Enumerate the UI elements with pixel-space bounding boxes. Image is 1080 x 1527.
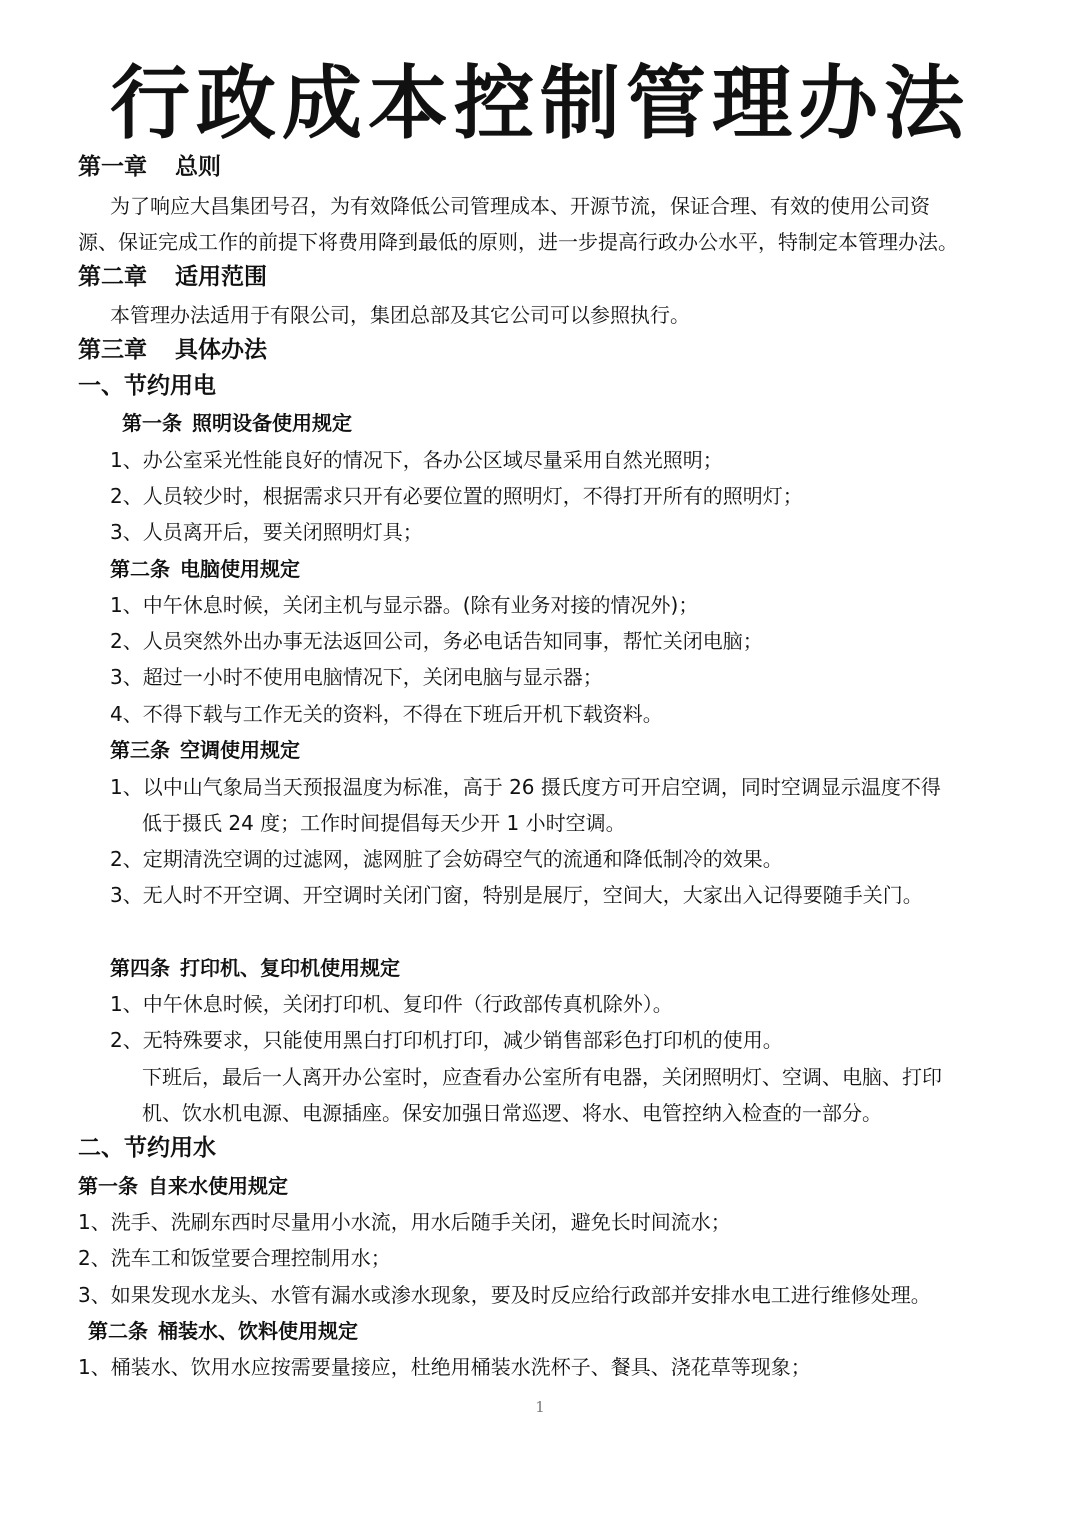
- article-name: 桶装水、饮料使用规定: [158, 1319, 358, 1343]
- chapter-1-name: 总则: [175, 154, 221, 180]
- article-number: 第一条: [78, 1174, 138, 1198]
- list-item: 4、不得下载与工作无关的资料，不得在下班后开机下载资料。: [110, 702, 663, 726]
- article-number: 第二条: [88, 1319, 148, 1343]
- article-name: 打印机、复印机使用规定: [180, 956, 400, 980]
- chapter-3-name: 具体办法: [175, 337, 267, 363]
- article-number: 第一条: [122, 411, 182, 435]
- section-1-heading: 一、节约用电: [78, 373, 216, 399]
- article-name: 照明设备使用规定: [192, 411, 352, 435]
- chapter-1-number: 第一章: [78, 154, 147, 180]
- section-2-article-1-heading: [78, 1171, 288, 1201]
- list-item: 1、办公室采光性能良好的情况下，各办公区域尽量采用自然光照明；: [110, 448, 723, 472]
- list-item-continuation: 低于摄氏 24 度；工作时间提倡每天少开 1 小时空调。: [142, 811, 626, 835]
- chapter-2-number: 第二章: [78, 264, 147, 290]
- list-item: 2、定期清洗空调的过滤网，滤网脏了会妨碍空气的流通和降低制冷的效果。: [110, 847, 783, 871]
- article-name: 自来水使用规定: [148, 1174, 288, 1198]
- section-1-article-4-heading: [110, 953, 400, 983]
- page-number: 1: [535, 1398, 545, 1416]
- section-2-heading: 二、节约用水: [78, 1135, 216, 1161]
- chapter-1-paragraph-line-2: 源、保证完成工作的前提下将费用降到最低的原则，进一步提高行政办公水平，特制定本管理办法。: [78, 230, 958, 254]
- list-item: 1、桶装水、饮用水应按需要量接应，杜绝用桶装水洗杯子、餐具、浇花草等现象；: [78, 1355, 811, 1379]
- chapter-1-paragraph-line-1: 为了响应大昌集团号召，为有效降低公司管理成本、开源节流，保证合理、有效的使用公司资: [110, 194, 930, 218]
- list-item-continuation: 下班后，最后一人离开办公室时，应查看办公室所有电器，关闭照明灯、空调、电脑、打印: [142, 1065, 942, 1089]
- list-item: 1、中午休息时候，关闭打印机、复印件（行政部传真机除外）。: [110, 992, 673, 1016]
- list-item: 3、人员离开后，要关闭照明灯具；: [110, 520, 423, 544]
- list-item: 2、人员突然外出办事无法返回公司，务必电话告知同事，帮忙关闭电脑；: [110, 629, 763, 653]
- list-item: 2、洗车工和饭堂要合理控制用水；: [78, 1246, 391, 1270]
- list-item: 2、人员较少时，根据需求只开有必要位置的照明灯，不得打开所有的照明灯；: [110, 484, 803, 508]
- list-item: 2、无特殊要求，只能使用黑白打印机打印，减少销售部彩色打印机的使用。: [110, 1028, 783, 1052]
- list-item-continuation: 机、饮水机电源、电源插座。保安加强日常巡逻、将水、电管控纳入检查的一部分。: [142, 1101, 882, 1125]
- article-name: 空调使用规定: [180, 738, 300, 762]
- list-item: 3、如果发现水龙头、水管有漏水或渗水现象，要及时反应给行政部并安排水电工进行维修处理。: [78, 1283, 931, 1307]
- chapter-2-paragraph: 本管理办法适用于有限公司，集团总部及其它公司可以参照执行。: [110, 303, 690, 327]
- list-item: 1、以中山气象局当天预报温度为标准，高于 26 摄氏度方可开启空调，同时空调显示温度不得: [110, 775, 941, 799]
- article-number: 第四条: [110, 956, 170, 980]
- chapter-2-heading: [78, 262, 267, 292]
- list-item: 3、超过一小时不使用电脑情况下，关闭电脑与显示器；: [110, 665, 603, 689]
- list-item: 1、中午休息时候，关闭主机与显示器。(除有业务对接的情况外)；: [110, 593, 699, 617]
- section-1-article-3-heading: [110, 735, 300, 765]
- article-name: 电脑使用规定: [180, 557, 300, 581]
- chapter-3-heading: [78, 335, 267, 365]
- article-number: 第二条: [110, 557, 170, 581]
- chapter-2-name: 适用范围: [175, 264, 267, 290]
- document-title: 行政成本控制管理办法: [110, 57, 970, 150]
- section-1-article-1-heading: [122, 408, 352, 438]
- list-item: 3、无人时不开空调、开空调时关闭门窗，特别是展厅，空间大，大家出入记得要随手关门。: [110, 883, 923, 907]
- chapter-3-number: 第三章: [78, 337, 147, 363]
- section-2-article-2-heading: [88, 1316, 358, 1346]
- article-number: 第三条: [110, 738, 170, 762]
- chapter-1-heading: [78, 152, 221, 182]
- section-1-article-2-heading: [110, 554, 300, 584]
- list-item: 1、洗手、洗刷东西时尽量用小水流，用水后随手关闭，避免长时间流水；: [78, 1210, 731, 1234]
